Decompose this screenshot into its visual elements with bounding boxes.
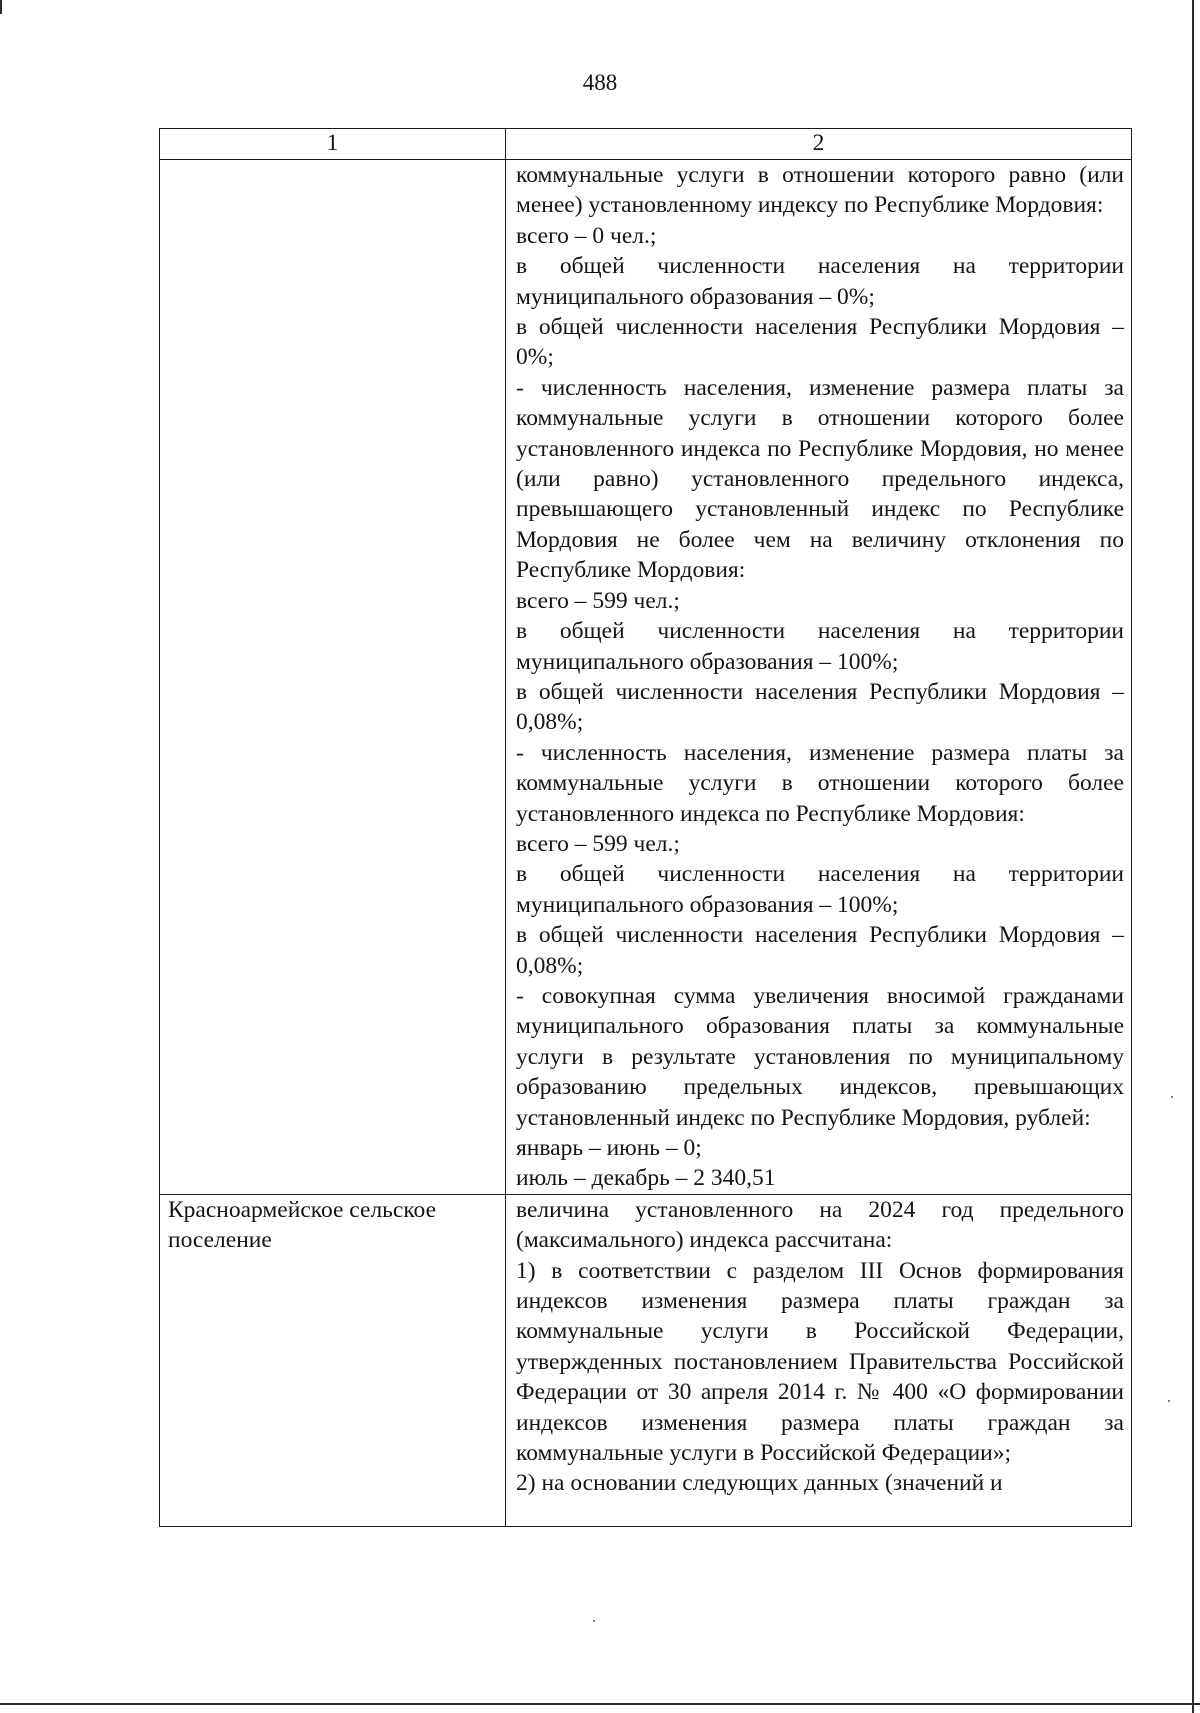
details-cell [506, 160, 1132, 1195]
paragraph: в общей численности населения на территории муниципального образования – 100%; [516, 861, 1124, 918]
paragraph: в общей численности населения Республики Мордовия – 0,08%; [516, 922, 1124, 979]
paragraph: коммунальные услуги в отношении которого равно (или менее) установленному индексу по Республике Мордовия: [516, 162, 1124, 219]
document-table [159, 128, 1132, 1527]
table-header-row [160, 129, 1132, 160]
paragraph: величина установленного на 2024 год предельного (максимального) индекса рассчитана: [516, 1196, 1124, 1254]
paragraph: - совокупная сумма увеличения вносимой гражданами муниципального образования платы за коммунальные услуги в результате установления по муниципальному образованию предельных индексов, превышающих установленный индекс по Республике Мордовия, рублей: [516, 982, 1124, 1131]
paragraph: в общей численности населения Республики Мордовия – 0,08%; [516, 678, 1124, 736]
paragraph: всего – 599 чел.; [516, 587, 680, 614]
paragraph: июль – декабрь – 2 340,51 [516, 1165, 776, 1192]
paragraph: всего – 599 чел.; [516, 830, 680, 857]
scan-edge [0, 1703, 1200, 1705]
municipality-cell: Красноармейское сельское поселение [160, 1194, 506, 1526]
paragraph: всего – 0 чел.; [516, 222, 657, 249]
paragraph: в общей численности населения Республики Мордовия – 0%; [516, 314, 1124, 371]
page-number: 488 [582, 70, 618, 95]
paragraph: 1) в соответствии с разделом III Основ формирования индексов изменения размера платы граждан за коммунальные услуги в Российской Федерации, утвержденных постановлением Правительства Российской Федерации от 30 апреля 2014 г. № 400 «О формировании индексов изменения размера платы граждан за коммунальные услуги в Российской Федерации»; [516, 1257, 1124, 1467]
scan-edge [0, 0, 2, 14]
column-header-1: 1 [160, 129, 506, 160]
table-row [160, 1194, 1132, 1526]
paragraph: - численность населения, изменение размера платы за коммунальные услуги в отношении которого более установленного индекса по Республике Мордовия: [516, 739, 1124, 827]
municipality-cell [160, 160, 506, 1195]
paragraph: в общей численности населения на территории муниципального образования – 100%; [516, 618, 1124, 675]
scan-speck [1171, 1096, 1173, 1098]
paragraph: - численность населения, изменение размера платы за коммунальные услуги в отношении которого более установленного индекса по Республике Мордовия, но менее (или равно) установленного предельного индекса, превышающего установленный индекс по Республике Мордовия не более чем на величину отклонения по Республике Мордовия: [516, 374, 1124, 584]
paragraph: в общей численности населения на территории муниципального образования – 0%; [516, 253, 1124, 310]
scan-speck [593, 1620, 595, 1622]
scan-speck [1168, 1400, 1170, 1402]
column-header-2: 2 [506, 129, 1132, 160]
details-cell [506, 1194, 1132, 1526]
paragraph: январь – июнь – 0; [516, 1135, 702, 1161]
table-row [160, 160, 1132, 1195]
scan-edge [1192, 0, 1194, 1713]
paragraph: 2) на основании следующих данных (значений и [516, 1470, 1003, 1497]
